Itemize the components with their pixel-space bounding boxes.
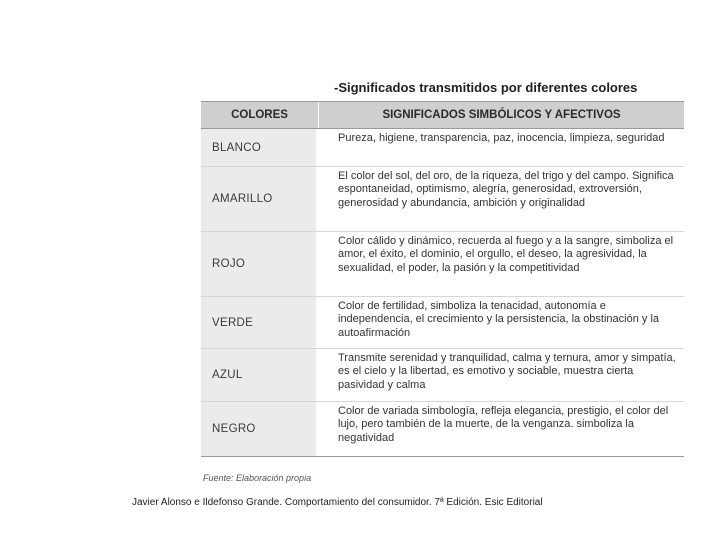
- color-name-cell: BLANCO: [201, 129, 318, 166]
- color-meanings-table: [201, 101, 684, 457]
- color-name-cell: NEGRO: [201, 402, 318, 456]
- table-row-rojo: [201, 232, 684, 297]
- table-row-verde: [201, 297, 684, 349]
- table-row-amarillo: [201, 167, 684, 232]
- color-name-cell: AMARILLO: [201, 167, 318, 231]
- source-note: Fuente: Elaboración propia: [203, 473, 312, 483]
- meaning-cell: Transmite serenidad y tranquilidad, calma y ternura, amor y simpatía, es el cielo y la libertad, es emotivo y sociable, muestra cierta pasividad y calma: [338, 352, 676, 391]
- meaning-cell: Color de variada simbología, refleja elegancia, prestigio, el color del lujo, pero también de la muerte, de la venganza. simboliza la negatividad: [338, 405, 669, 444]
- table-row-azul: [201, 349, 684, 402]
- column-header-colores: COLORES: [201, 102, 319, 128]
- color-name-cell: VERDE: [201, 297, 318, 348]
- color-name-cell: ROJO: [201, 232, 318, 296]
- table-row-blanco: [201, 129, 684, 167]
- meaning-cell: Pureza, higiene, transparencia, paz, inocencia, limpieza, seguridad: [338, 132, 665, 144]
- meaning-cell: Color cálido y dinámico, recuerda al fuego y a la sangre, simboliza el amor, el éxito, el dominio, el orgullo, el deseo, la agresividad, la sexualidad, el poder, la pasión y la competitividad: [338, 235, 674, 274]
- citation-caption: Javier Alonso e Ildefonso Grande. Comportamiento del consumidor. 7ª Edición. Esic Editorial: [132, 497, 543, 508]
- meaning-cell: Color de fertilidad, simboliza la tenacidad, autonomía e independencia, el crecimiento y la persistencia, la obstinación y la autoafirmación: [338, 300, 660, 339]
- table-title: -Significados transmitidos por diferentes colores: [334, 80, 638, 95]
- color-name-cell: AZUL: [201, 349, 318, 401]
- table-row-negro: [201, 402, 684, 457]
- meaning-cell: El color del sol, del oro, de la riqueza, del trigo y del campo. Significa espontaneidad, optimismo, alegría, generosidad, extroversión, generosidad y abundancia, ambición y originalidad: [338, 170, 674, 209]
- column-header-significados: SIGNIFICADOS SIMBÓLICOS Y AFECTIVOS: [382, 109, 621, 121]
- table-header-row: [201, 101, 684, 129]
